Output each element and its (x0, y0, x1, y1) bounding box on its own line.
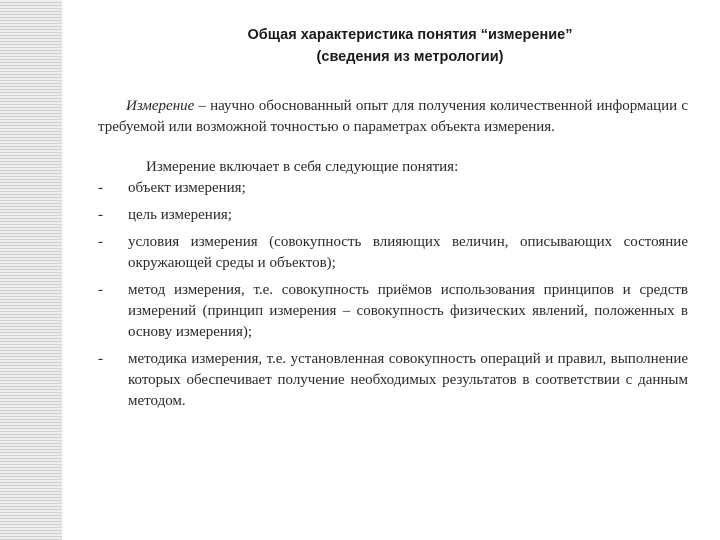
definition-text: – научно обоснованный опыт для получения количественной информации с требуемой или возможной точностью о параметрах объекта измерения. (98, 98, 688, 135)
list-item-text: метод измерения, т.е. совокупность приёмов использования принципов и средств измерений (принцип измерения – совокупность физических явлений, положенных в основу измерения); (128, 282, 688, 340)
title-line-2: (сведения из метрологии) (316, 49, 504, 65)
list-item-text: цель измерения; (128, 207, 232, 223)
intro-line: Измерение включает в себя следующие понятия: (146, 159, 459, 175)
definition-paragraph (98, 96, 688, 138)
list-item (98, 349, 688, 412)
page-title (130, 24, 690, 68)
list-item-text: методика измерения, т.е. установленная совокупность операций и правил, выполнение которых обеспечивает получение необходимых результатов в соответствии с данным методом. (128, 351, 688, 409)
bullet-dash: - (98, 207, 103, 223)
list-item-text: объект измерения; (128, 180, 246, 196)
document-body (98, 96, 688, 418)
bullet-dash: - (98, 234, 103, 250)
list-item (98, 205, 688, 226)
concept-list (98, 178, 688, 412)
list-item (98, 178, 688, 199)
definition-term: Измерение (126, 98, 195, 114)
list-item (98, 280, 688, 343)
decorative-side-strip (0, 0, 62, 540)
list-item (98, 232, 688, 274)
title-line-1: Общая характеристика понятия “измерение” (247, 27, 573, 43)
bullet-dash: - (98, 351, 103, 367)
bullet-dash: - (98, 282, 103, 298)
bullet-dash: - (98, 180, 103, 196)
list-item-text: условия измерения (совокупность влияющих величин, описывающих состояние окружающей среды и объектов); (128, 234, 688, 271)
